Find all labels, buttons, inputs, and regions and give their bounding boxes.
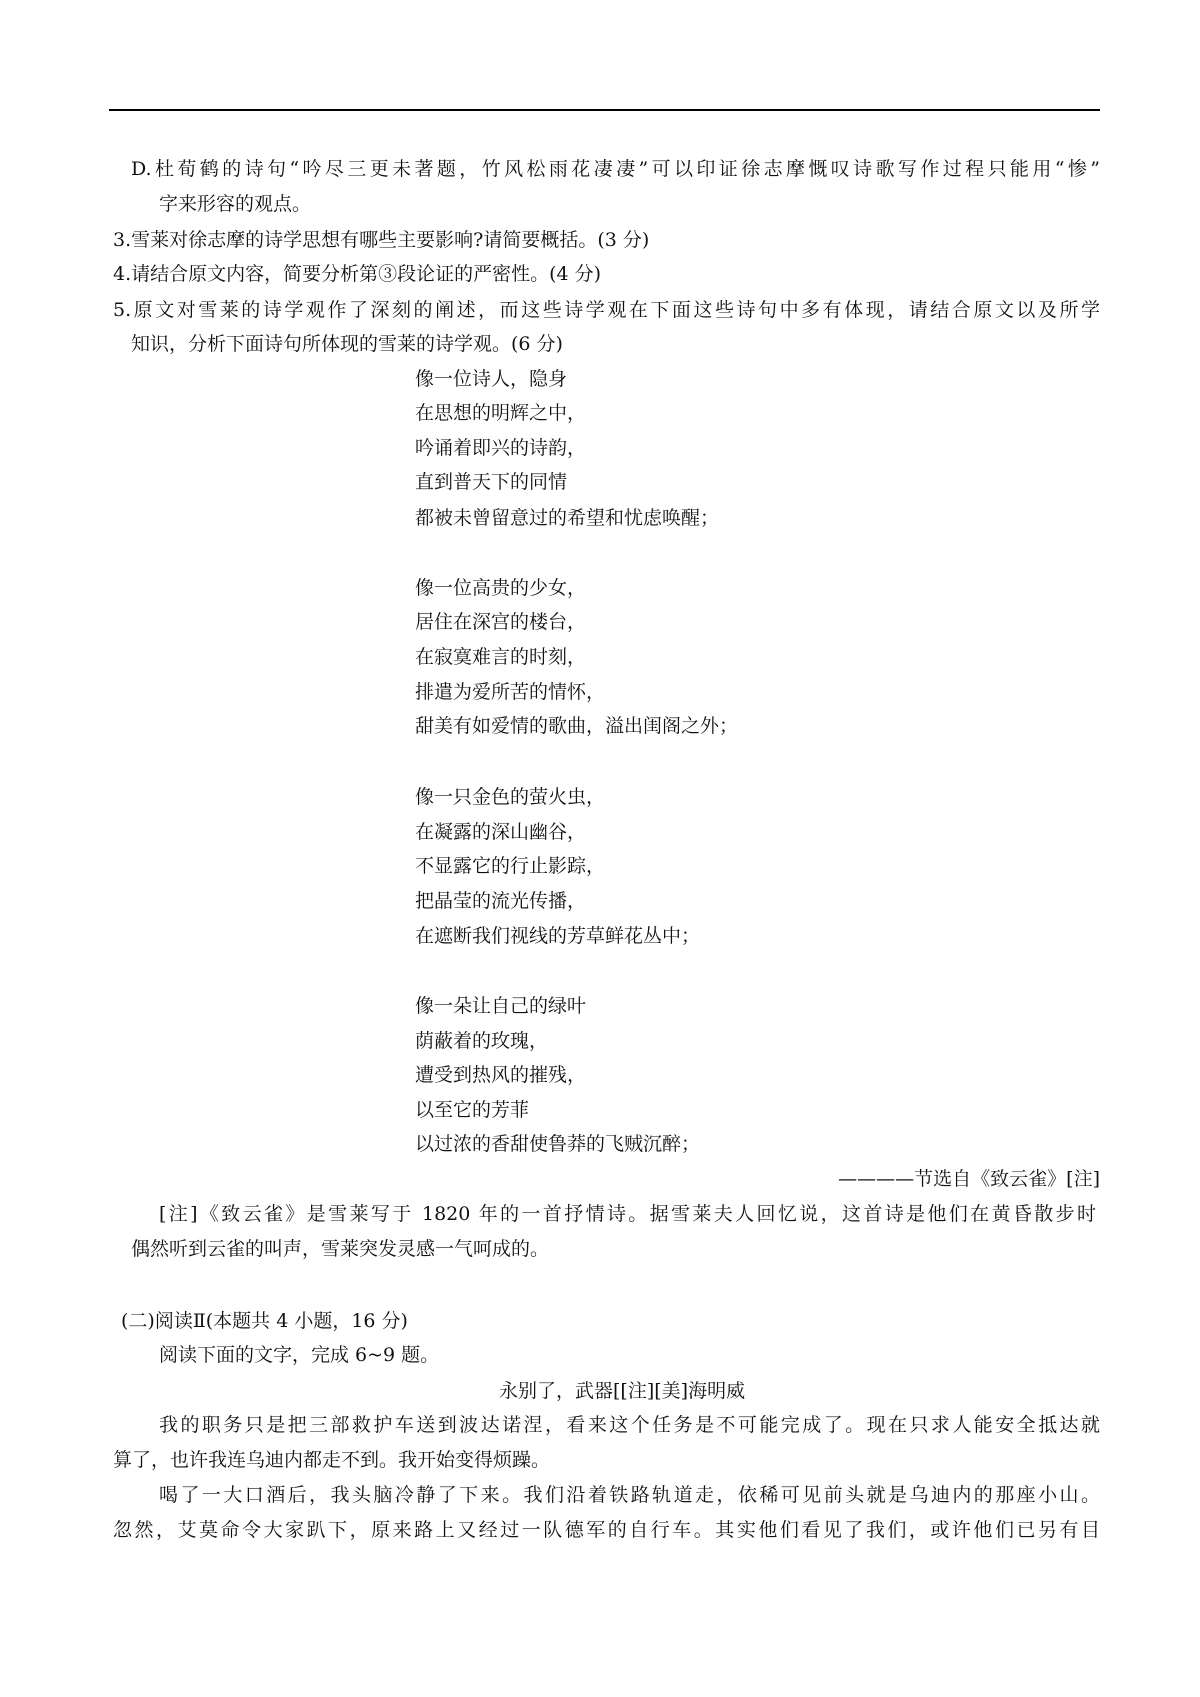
poem-line: 吟诵着即兴的诗韵， [415, 437, 587, 459]
paragraph-line: 我的职务只是把三部救护车送到波达诺涅，看来这个任务是不可能完成了。现在只求人能安全抵达就 [159, 1414, 1100, 1436]
section-heading: (二)阅读Ⅱ(本题共 4 小题，16 分) [121, 1310, 408, 1332]
poem-line: 以过浓的香甜使鲁莽的飞贼沉醉； [415, 1133, 701, 1155]
note-line2: 偶然听到云雀的叫声，雪莱突发灵感一气呵成的。 [131, 1238, 550, 1260]
poem-source: ————节选自《致云雀》[注] [838, 1168, 1100, 1190]
question-4: 4.请结合原文内容，简要分析第③段论证的严密性。(4 分) [113, 263, 602, 285]
poem-line: 像一位高贵的少女， [415, 577, 587, 599]
poem-line: 以至它的芳菲 [415, 1099, 530, 1121]
poem-line: 像一位诗人，隐身 [415, 368, 568, 390]
header-rule [109, 109, 1100, 111]
poem-line: 甜美有如爱情的歌曲，溢出闺阁之外； [415, 715, 739, 737]
poem-line: 不显露它的行止影踪， [415, 855, 606, 877]
poem-line: 都被未曾留意过的希望和忧虑唤醒； [415, 507, 720, 529]
article-title: 永别了，武器[[注][美]海明威 [499, 1380, 746, 1402]
poem-line: 把晶莹的流光传播， [415, 890, 587, 912]
question-3: 3.雪莱对徐志摩的诗学思想有哪些主要影响?请简要概括。(3 分) [113, 229, 650, 251]
poem-line: 像一只金色的萤火虫， [415, 786, 606, 808]
option-d-line1: D.杜荀鹤的诗句“吟尽三更未著题，竹风松雨花凄凄”可以印证徐志摩慨叹诗歌写作过程只能用“惨” [131, 158, 1100, 180]
note-line1: [注]《致云雀》是雪莱写于 1820 年的一首抒情诗。据雪莱夫人回忆说，这首诗是他们在黄昏散步时 [159, 1203, 1096, 1225]
option-d-line2: 字来形容的观点。 [159, 193, 312, 215]
paragraph-line: 算了，也许我连乌迪内都走不到。我开始变得烦躁。 [113, 1449, 551, 1471]
paragraph-line: 忽然，艾莫命令大家趴下，原来路上又经过一队德军的自行车。其实他们看见了我们，或许他们已另有目 [113, 1519, 1100, 1541]
poem-line: 在凝露的深山幽谷， [415, 821, 587, 843]
paragraph-line: 喝了一大口酒后，我头脑冷静了下来。我们沿着铁路轨道走，依稀可见前头就是乌迪内的那座小山。 [159, 1484, 1100, 1506]
poem-line: 排遣为爱所苦的情怀， [415, 681, 606, 703]
poem-line: 像一朵让自己的绿叶 [415, 995, 587, 1017]
poem-line: 在遮断我们视线的芳草鲜花丛中； [415, 925, 701, 947]
poem-line: 在寂寞难言的时刻， [415, 646, 587, 668]
poem-line: 居住在深宫的楼台， [415, 611, 587, 633]
poem-line: 在思想的明辉之中， [415, 402, 587, 424]
question-5-line2: 知识，分析下面诗句所体现的雪莱的诗学观。(6 分) [131, 333, 563, 355]
question-5-line1: 5.原文对雪莱的诗学观作了深刻的阐述，而这些诗学观在下面这些诗句中多有体现，请结合原文以及所学 [113, 299, 1100, 321]
section-instruction: 阅读下面的文字，完成 6~9 题。 [159, 1344, 440, 1366]
poem-line: 遭受到热风的摧残， [415, 1064, 587, 1086]
poem-line: 荫蔽着的玫瑰， [415, 1030, 549, 1052]
poem-line: 直到普天下的同情 [415, 471, 568, 493]
